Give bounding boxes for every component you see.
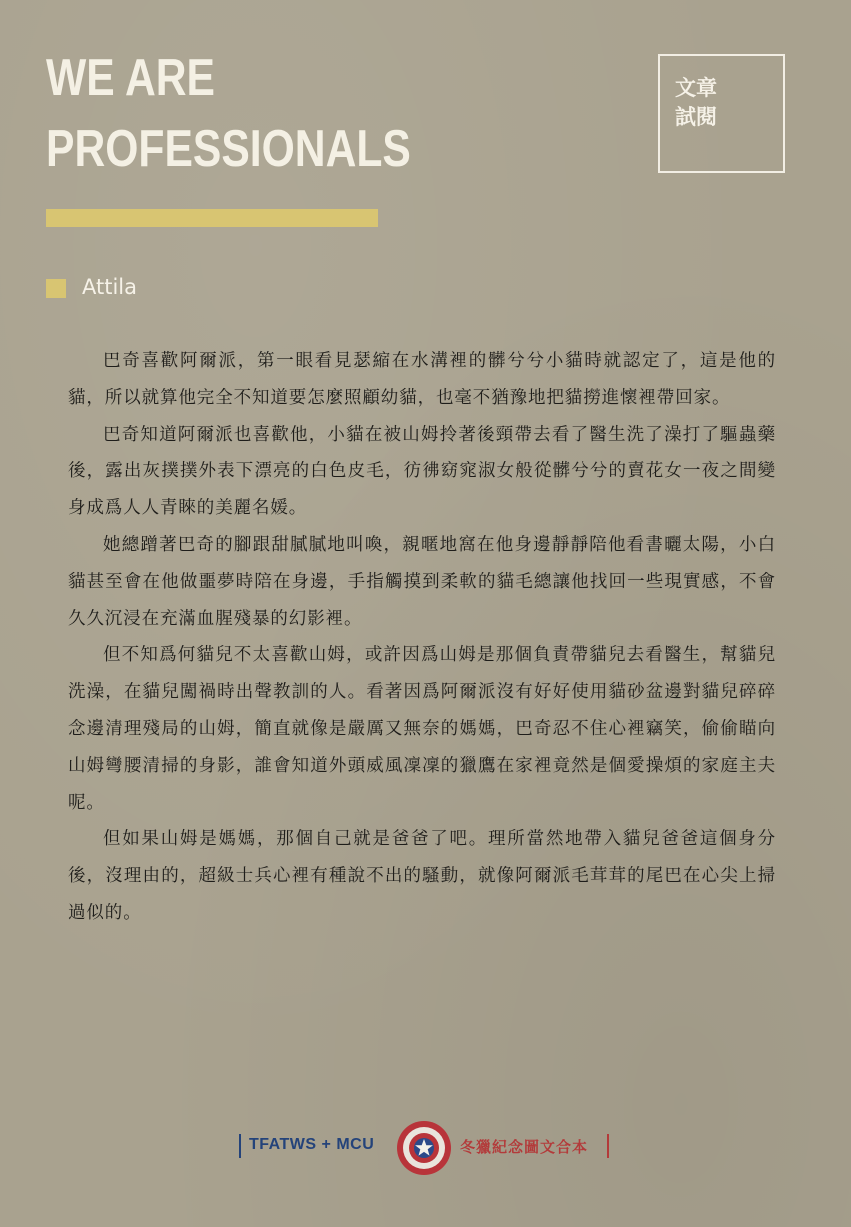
article-paragraph: 巴奇知道阿爾派也喜歡他，小貓在被山姆拎著後頸帶去看了醫生洗了澡打了驅蟲藥後，露出灰撲撲外表下漂亮的白色皮毛，彷彿窈窕淑女般從髒兮兮的賣花女一夜之間變身成爲人人青睞的美麗名媛。: [68, 424, 776, 519]
article-body: [68, 343, 776, 932]
footer-anthology-label: 冬獵紀念圖文合本: [460, 1138, 589, 1156]
captain-america-shield-icon: [396, 1120, 452, 1176]
article-paragraph: 但如果山姆是媽媽，那個自己就是爸爸了吧。理所當然地帶入貓兒爸爸這個身分後，沒理由的，超級士兵心裡有種說不出的騷動，就像阿爾派毛茸茸的尾巴在心尖上掃過似的。: [68, 829, 776, 923]
page-title-line-1: WE ARE: [46, 49, 215, 107]
footer-divider-left: [239, 1134, 241, 1158]
footer: [239, 1120, 619, 1175]
section-badge-label: 文章 試閱: [675, 76, 717, 129]
footer-divider-right: [607, 1134, 609, 1158]
footer-series-label: TFATWS + MCU: [249, 1136, 375, 1153]
author-name: Attila: [82, 275, 138, 299]
author-marker-square: [46, 279, 66, 298]
page-title-line-2: PROFESSIONALS: [46, 120, 411, 178]
article-paragraph: 但不知爲何貓兒不太喜歡山姆，或許因爲山姆是那個負責帶貓兒去看醫生，幫貓兒洗澡，在貓兒闖禍時出聲教訓的人。看著因爲阿爾派沒有好好使用貓砂盆邊對貓兒碎碎念邊清理殘局的山姆，簡直就像是嚴厲又無奈的媽媽，巴奇忍不住心裡竊笑，偷偷瞄向山姆彎腰清掃的身影，誰會知道外頭威風凜凜的獵鷹在家裡竟然是個愛操煩的家庭主夫呢。: [68, 645, 776, 813]
article-paragraph: 她總蹭著巴奇的腳跟甜膩膩地叫喚，親暱地窩在他身邊靜靜陪他看書曬太陽，小白貓甚至會在他做噩夢時陪在身邊，手指觸摸到柔軟的貓毛總讓他找回一些現實感，不會久久沉浸在充滿血腥殘暴的幻影裡。: [68, 534, 776, 629]
article-paragraph: 巴奇喜歡阿爾派，第一眼看見瑟縮在水溝裡的髒兮兮小貓時就認定了，這是他的貓，所以就算他完全不知道要怎麼照顧幼貓，也毫不猶豫地把貓撈進懷裡帶回家。: [68, 351, 776, 408]
title-underline-bar: [46, 209, 378, 227]
